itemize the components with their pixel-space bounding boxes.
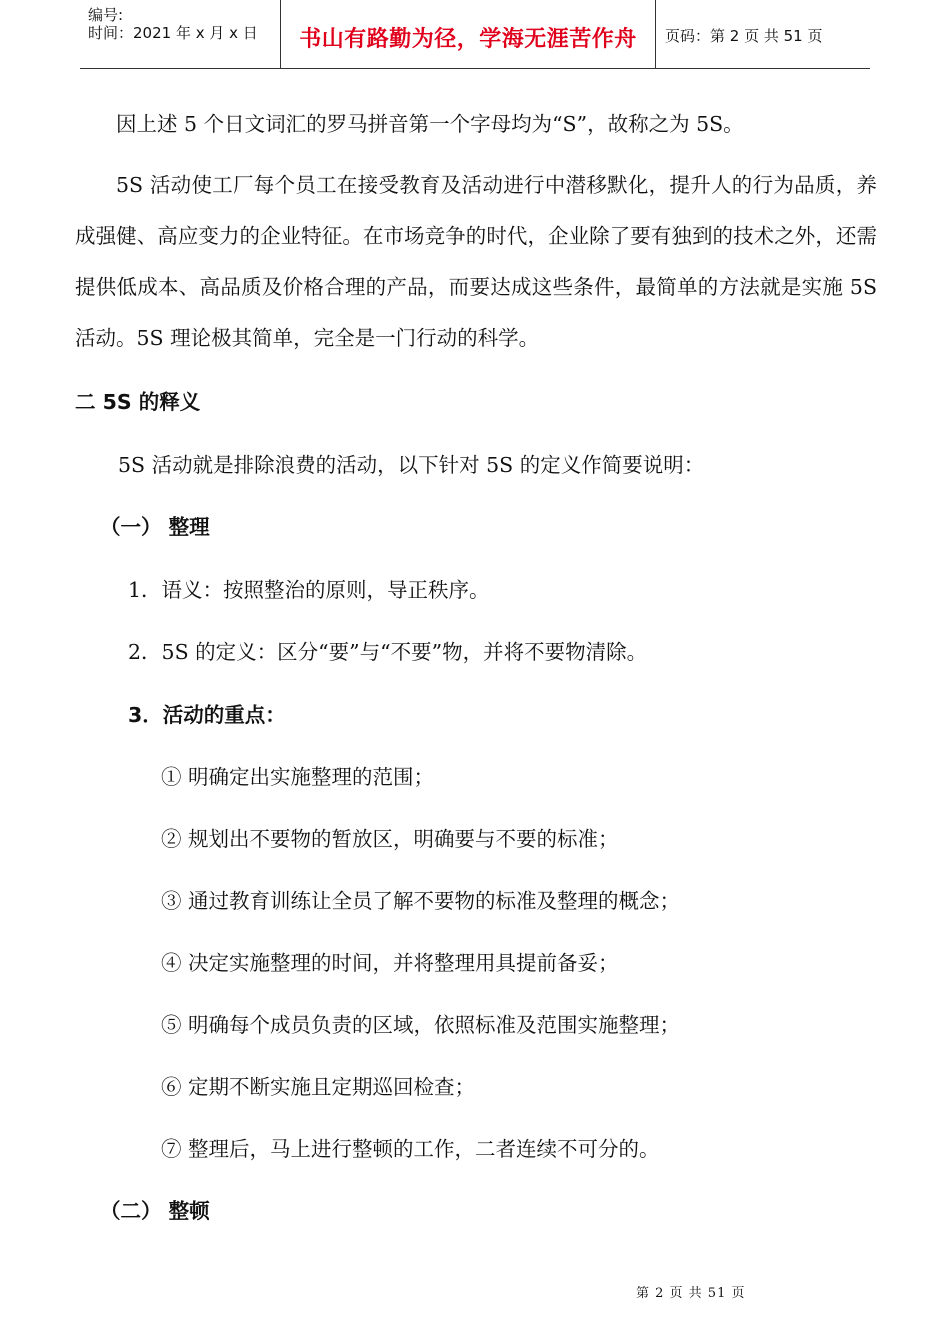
subsection-heading-1: （一） 整理 — [100, 515, 210, 539]
header-right-cell — [655, 0, 870, 68]
header-page-info: 页码：第 2 页 共 51 页 — [665, 27, 823, 45]
paragraph-intro: 因上述 5 个日文词汇的罗马拼音第一个字母均为“S”，故称之为 5S。 — [116, 112, 744, 136]
list-item: 1．语义：按照整治的原则，导正秩序。 — [128, 578, 490, 602]
point-item: ① 明确定出实施整理的范围； — [161, 765, 435, 789]
header-motto: 书山有路勤为径，学海无涯苦作舟 — [299, 27, 637, 52]
list-item-heading: 3．活动的重点： — [128, 703, 286, 727]
document-date: 时间：2021 年 x 月 x 日 — [88, 24, 258, 42]
page-header — [80, 0, 870, 69]
point-item: ⑦ 整理后，马上进行整顿的工作，二者连续不可分的。 — [161, 1137, 660, 1161]
point-item: ④ 决定实施整理的时间，并将整理用具提前备妥； — [161, 951, 619, 975]
section-2-intro: 5S 活动就是排除浪费的活动，以下针对 5S 的定义作简要说明： — [118, 453, 705, 477]
paragraph-5s-activity: 5S 活动使工厂每个员工在接受教育及活动进行中潜移默化，提升人的行为品质，养成强健、高应变力的企业特征。在市场竞争的时代，企业除了要有独到的技术之外，还需提供低成本、高品质及价格合理的产品，而要达成这些条件，最简单的方法就是实施 5S 活动。5S 理论极其简单，完全是一门行动的科学。 — [75, 173, 877, 350]
list-item: 2．5S 的定义：区分“要”与“不要”物，并将不要物清除。 — [128, 640, 648, 664]
page-footer: 第 2 页 共 51 页 — [636, 1286, 746, 1301]
document-number-label: 编号: — [88, 6, 124, 24]
point-item: ⑥ 定期不断实施且定期巡回检查； — [161, 1075, 476, 1099]
point-item: ③ 通过教育训练让全员了解不要物的标准及整理的概念； — [161, 889, 681, 913]
header-mid-cell — [280, 0, 656, 68]
section-heading-2: 二 5S 的释义 — [75, 390, 201, 414]
header-left-cell — [80, 0, 280, 68]
point-item: ② 规划出不要物的暂放区，明确要与不要的标准； — [161, 827, 619, 851]
point-item: ⑤ 明确每个成员负责的区域，依照标准及范围实施整理； — [161, 1013, 681, 1037]
subsection-heading-2: （二） 整顿 — [100, 1199, 210, 1223]
